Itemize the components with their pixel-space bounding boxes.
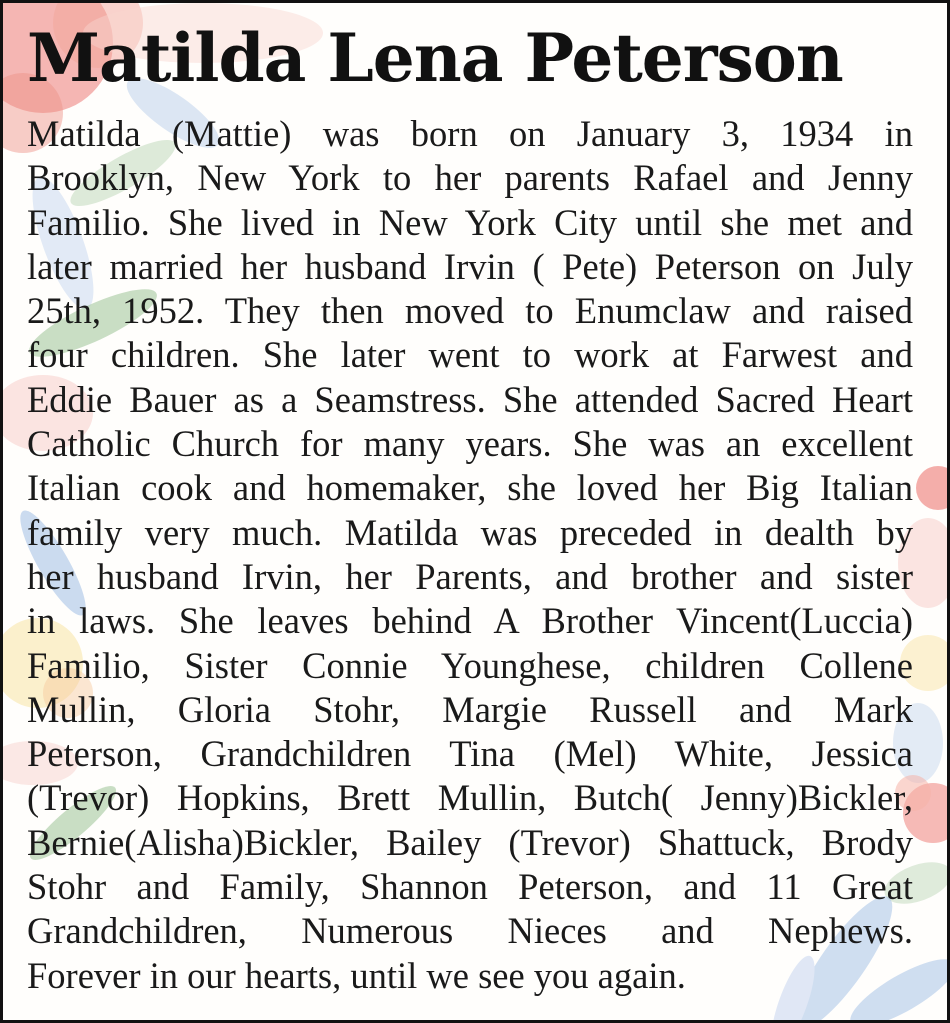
body-line: Bernie(Alisha)Bickler, Bailey (Trevor) Shattuck, Brody [27,821,913,863]
body-line: Stohr and Family, Shannon Peterson, and 11 Great [27,866,913,908]
body-line: 25th, 1952. They then moved to Enumclaw and raised [27,290,913,332]
body-line: family very much. Matilda was preceded in dealth by [27,511,913,553]
obituary-body [27,112,913,998]
body-line: (Trevor) Hopkins, Brett Mullin, Butch( Jenny)Bickler, [27,777,913,819]
body-line: Catholic Church for many years. She was an excellent [27,423,913,465]
body-line: Familio, Sister Connie Younghese, children Collene [27,644,913,686]
body-line: Matilda (Mattie) was born on January 3, 1934 in [27,113,913,154]
body-line: later married her husband Irvin ( Pete) Peterson on July [27,245,913,287]
body-line: Italian cook and homemaker, she loved her Big Italian [27,467,913,509]
body-line: Forever in our hearts, until we see you again. [27,954,686,996]
body-line: in laws. She leaves behind A Brother Vincent(Luccia) [27,600,913,642]
body-line: Familio. She lived in New York City until she met and [27,201,913,243]
body-line: her husband Irvin, her Parents, and brother and sister [27,555,913,597]
obituary-title: Matilda Lena Peterson [27,19,843,97]
body-line: Eddie Bauer as a Seamstress. She attended Sacred Heart [27,378,913,420]
body-line: Mullin, Gloria Stohr, Margie Russell and Mark [27,688,913,730]
body-line: Peterson, Grandchildren Tina (Mel) White, Jessica [27,733,913,775]
body-line: four children. She later went to work at Farwest and [27,334,913,376]
body-line: Brooklyn, New York to her parents Rafael and Jenny [27,157,913,199]
body-line: Grandchildren, Numerous Nieces and Nephews. [27,910,913,952]
